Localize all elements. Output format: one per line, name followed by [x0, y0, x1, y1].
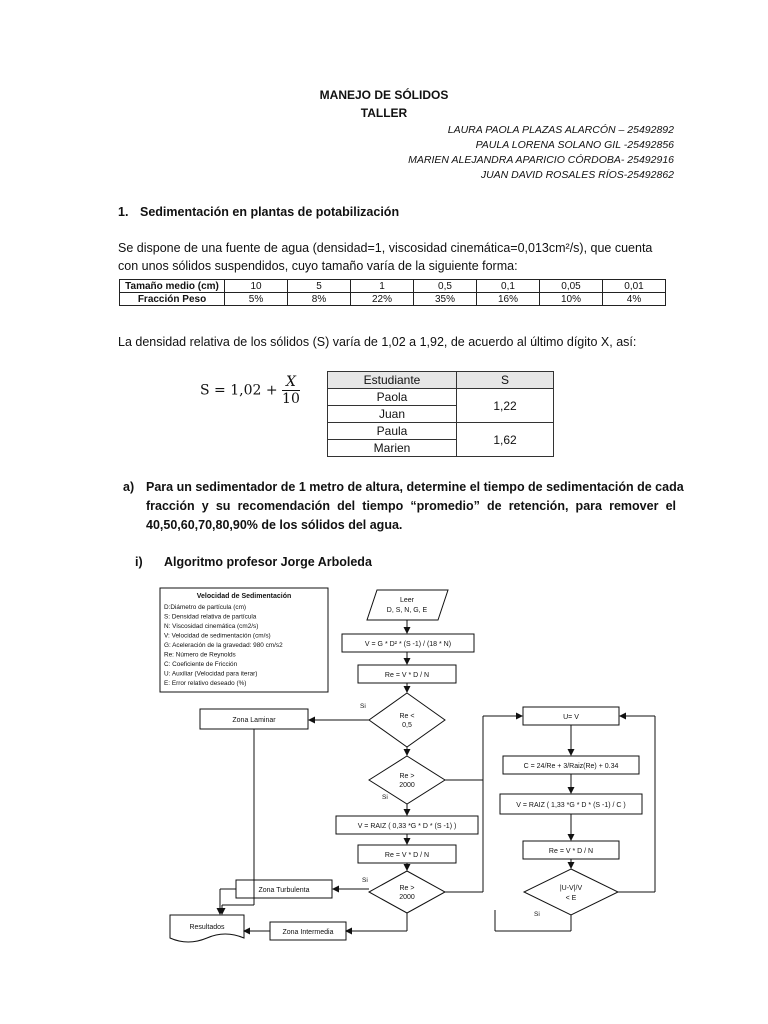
legend-item: N: Viscosidad cinemática (cm2/s)	[164, 623, 259, 630]
author-line: MARIEN ALEJANDRA APARICIO CÓRDOBA- 25492916	[408, 154, 674, 166]
formula-lhs: S = 1,02 +	[200, 382, 278, 399]
item-i-title: Algoritmo profesor Jorge Arboleda	[164, 555, 372, 569]
section-title: Sedimentación en plantas de potabilización	[140, 205, 400, 219]
sedimentation-flowchart	[150, 580, 670, 970]
reynolds-formula-3: Re = V * D / N	[548, 848, 594, 855]
legend-item: V: Velocidad de sedimentación (cm/s)	[164, 632, 271, 640]
laminar-label: Zona Laminar	[232, 717, 276, 724]
table-cell: 4%	[603, 293, 666, 306]
table-header-cell: S	[457, 372, 554, 389]
item-a-text: 40,50,60,70,80,90% de los sólidos del agua.	[146, 518, 403, 532]
u-equals-v-label: U= V	[563, 714, 579, 721]
intro-line: con unos sólidos suspendidos, cuyo tamaño varía de la siguiente forma:	[118, 259, 518, 273]
friction-formula: C = 24/Re + 3/Raiz(Re) + 0.34	[523, 763, 619, 770]
table-cell: 1	[351, 280, 414, 293]
table-header-cell: Fracción Peso	[120, 293, 225, 306]
table-row	[328, 372, 554, 389]
table-row	[120, 280, 666, 293]
students-table	[327, 371, 554, 457]
table-cell: 10	[225, 280, 288, 293]
item-a-text: Para un sedimentador de 1 metro de altura, determine el tiempo de sedimentación de cada	[146, 480, 684, 494]
cond4-text: |U-V|/V	[559, 885, 583, 892]
cond2-text: Re >	[399, 773, 415, 780]
legend-item: S: Densidad relativa de partícula	[164, 613, 257, 621]
formula-denominator: 10	[282, 391, 300, 407]
results-label: Resultados	[189, 924, 225, 931]
intro-line: Se dispone de una fuente de agua (densidad=1, viscosidad cinemática=0,013cm²/s), que cuenta	[118, 241, 653, 255]
item-a-text: fracción y su recomendación del tiempo “promedio” de retención, para remover el	[146, 499, 676, 513]
table-row	[328, 389, 554, 406]
condition-laminar-diamond	[369, 693, 445, 747]
read-label: Leer	[399, 597, 415, 604]
table-cell: 8%	[288, 293, 351, 306]
student-name: Marien	[328, 440, 457, 457]
yes-label: Si	[382, 794, 388, 801]
legend-title: Velocidad de Sedimentación	[196, 593, 292, 600]
yes-label: Si	[360, 703, 366, 710]
document-title: MANEJO DE SÓLIDOS	[319, 88, 449, 102]
legend-item: U: Auxiliar (Velocidad para iterar)	[164, 670, 258, 678]
turbulent-label: Zona Turbulenta	[258, 887, 310, 894]
cond3-text: Re >	[399, 885, 415, 892]
formula-fraction	[282, 374, 300, 407]
student-name: Juan	[328, 406, 457, 423]
table-cell: 35%	[414, 293, 477, 306]
table-cell: 16%	[477, 293, 540, 306]
iterative-velocity-formula: V = RAIZ ( 1,33 *G * D * (S -1) / C )	[516, 802, 626, 809]
author-line: JUAN DAVID ROSALES RÍOS-25492862	[480, 169, 674, 181]
condition-turbulent-diamond-2	[369, 871, 445, 913]
table-row	[328, 423, 554, 440]
reynolds-formula-2: Re = V * D / N	[384, 852, 430, 859]
legend-item: G: Aceleración de la gravedad: 980 cm/s2	[164, 642, 283, 649]
size-distribution-table	[119, 279, 666, 306]
section-number: 1.	[118, 205, 129, 219]
yes-label: Si	[362, 877, 368, 884]
cond4-value: < E	[565, 895, 577, 902]
table-header-cell: Tamaño medio (cm)	[120, 280, 225, 293]
intermediate-label: Zona Intermedia	[282, 929, 334, 936]
condition-turbulent-diamond	[369, 756, 445, 804]
cond3-value: 2000	[399, 894, 415, 901]
table-cell: 5	[288, 280, 351, 293]
reynolds-formula: Re = V * D / N	[384, 672, 430, 679]
s-value: 1,22	[457, 389, 554, 423]
legend-item: C: Coeficiente de Fricción	[164, 661, 238, 668]
density-text: La densidad relativa de los sólidos (S) varía de 1,02 a 1,92, de acuerdo al último dígito X, así:	[118, 335, 637, 349]
legend-item: Re: Número de Reynolds	[164, 651, 236, 659]
s-value: 1,62	[457, 423, 554, 457]
table-cell: 22%	[351, 293, 414, 306]
student-name: Paula	[328, 423, 457, 440]
table-cell: 0,05	[540, 280, 603, 293]
yes-label: Si	[534, 911, 540, 918]
table-cell: 0,1	[477, 280, 540, 293]
read-input-shape	[367, 590, 448, 620]
convergence-diamond	[524, 869, 618, 915]
cond2-value: 2000	[399, 782, 415, 789]
author-line: LAURA PAOLA PLAZAS ALARCÓN – 25492892	[447, 124, 674, 136]
table-cell: 0,01	[603, 280, 666, 293]
read-vars: D, S, N, G, E	[386, 607, 428, 614]
legend-item: E: Error relativo deseado (%)	[164, 680, 247, 687]
density-formula	[200, 374, 300, 407]
item-label: i)	[135, 555, 143, 569]
student-name: Paola	[328, 389, 457, 406]
newton-formula: V = RAIZ ( 0,33 *G * D * (S -1) )	[357, 823, 457, 830]
cond1-value: 0,5	[402, 722, 412, 729]
table-cell: 5%	[225, 293, 288, 306]
document-subtitle: TALLER	[360, 106, 408, 120]
table-header-cell: Estudiante	[328, 372, 457, 389]
formula-numerator: X	[282, 374, 300, 391]
cond1-text: Re <	[399, 713, 415, 720]
table-row	[120, 293, 666, 306]
table-cell: 0,5	[414, 280, 477, 293]
legend-item: D:Diámetro de partícula (cm)	[164, 604, 247, 611]
author-line: PAULA LORENA SOLANO GIL -25492856	[475, 139, 674, 151]
stokes-formula: V = G * D² * (S -1) / (18 * N)	[364, 641, 452, 648]
table-cell: 10%	[540, 293, 603, 306]
item-label: a)	[123, 480, 135, 494]
